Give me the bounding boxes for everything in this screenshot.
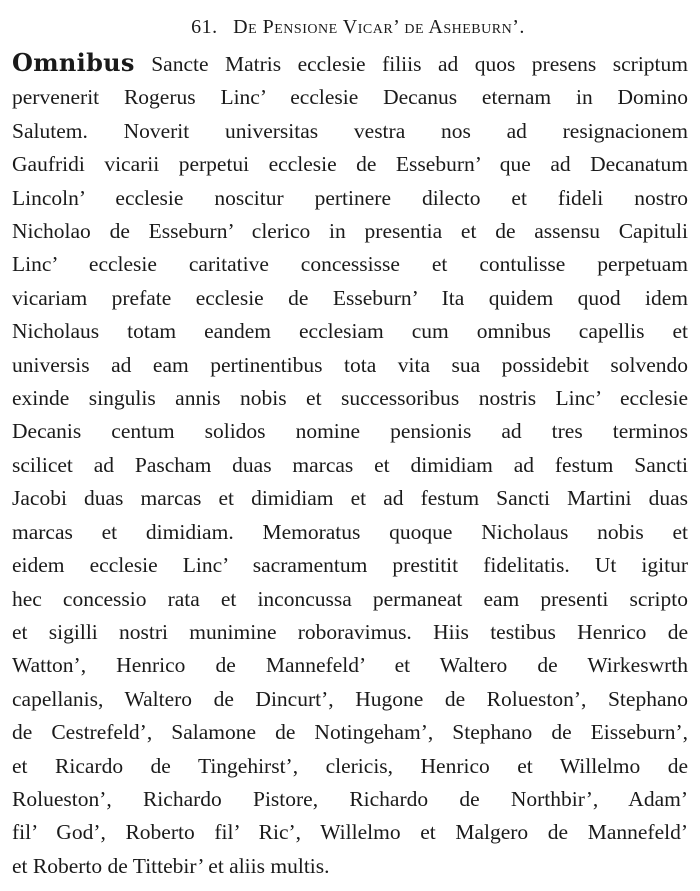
text-line-23: Rolueston’, Richardo Pistore, Richardo de Northbir’, Adam’	[12, 786, 688, 811]
document-page	[12, 12, 688, 883]
text-line-5: Lincoln’ ecclesie noscitur pertinere dilecto et fideli nostro	[12, 185, 688, 210]
charter-text	[12, 46, 688, 883]
text-line-13: scilicet ad Pascham duas marcas et dimidiam ad festum Sancti	[12, 452, 688, 477]
text-line-10: universis ad eam pertinentibus tota vita sua possidebit solvendo	[12, 352, 688, 377]
text-line-19: Watton’, Henrico de Mannefeld’ et Waltero de Wirkeswrth	[12, 653, 688, 678]
text-line-12: Decanis centum solidos nomine pensionis ad tres terminos	[12, 419, 688, 444]
text-line-24: fil’ God’, Roberto fil’ Ric’, Willelmo et Malgero de Mannefeld’	[12, 820, 688, 845]
initial-word: Omnibus	[12, 48, 135, 77]
text-line-11: exinde singulis annis nobis et successoribus nostris Linc’ ecclesie	[12, 386, 688, 411]
text-line-25: et Roberto de Tittebir’ et aliis multis.	[12, 853, 330, 878]
text-line-2: pervenerit Rogerus Linc’ ecclesie Decanus eternam in Domino	[12, 85, 688, 110]
text-line-16: eidem ecclesie Linc’ sacramentum prestitit fidelitatis. Ut igitur	[12, 553, 688, 578]
text-line-18: et sigilli nostri munimine roboravimus. Hiis testibus Henrico de	[12, 619, 688, 644]
text-line-21: de Cestrefeld’, Salamone de Notingeham’, Stephano de Eisseburn’,	[12, 720, 688, 745]
text-line-15: marcas et dimidiam. Memoratus quoque Nicholaus nobis et	[12, 519, 688, 544]
text-line-3: Salutem. Noverit universitas vestra nos ad resignacionem	[12, 118, 688, 143]
text-line-17: hec concessio rata et inconcussa permaneat eam presenti scripto	[12, 586, 688, 611]
text-line-14: Jacobi duas marcas et dimidiam et ad festum Sancti Martini duas	[12, 486, 688, 511]
text-line-7: Linc’ ecclesie caritative concessisse et contulisse perpetuam	[12, 252, 688, 277]
text-line-9: Nicholaus totam eandem ecclesiam cum omnibus capellis et	[12, 319, 688, 344]
charter-heading	[12, 12, 688, 42]
text-line-1: Omnibus Sancte Matris ecclesie filiis ad quos presens scriptum	[12, 48, 688, 77]
charter-title: De Pensione Vicar’ de Asheburn’.	[233, 16, 525, 38]
text-line-22: et Ricardo de Tingehirst’, clericis, Henrico et Willelmo de	[12, 753, 688, 778]
text-line-6: Nicholao de Esseburn’ clerico in presentia et de assensu Capituli	[12, 219, 688, 244]
charter-number: 61.	[191, 16, 218, 38]
text-line-20: capellanis, Waltero de Dincurt’, Hugone de Rolueston’, Stephano	[12, 686, 688, 711]
text-line-4: Gaufridi vicarii perpetui ecclesie de Esseburn’ que ad Decanatum	[12, 152, 688, 177]
text-line-8: vicariam prefate ecclesie de Esseburn’ Ita quidem quod idem	[12, 285, 688, 310]
